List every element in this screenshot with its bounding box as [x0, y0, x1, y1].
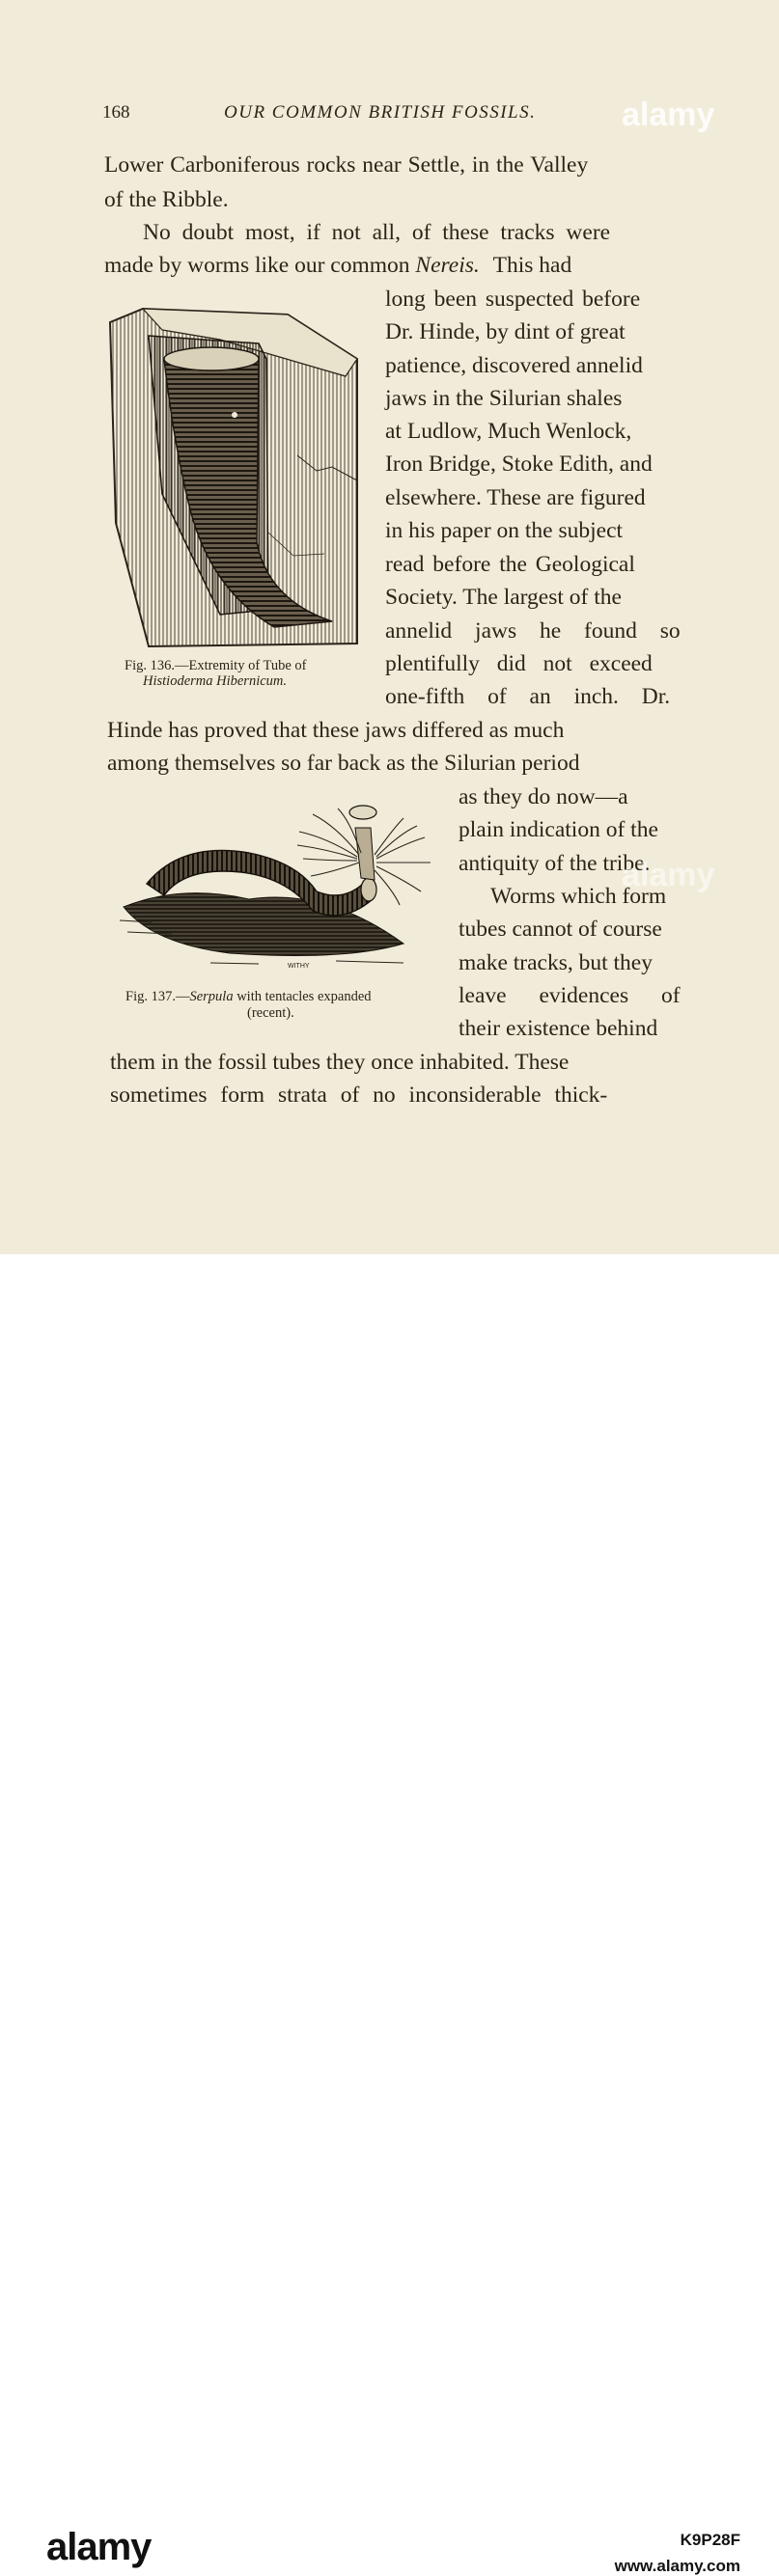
text-line: long been suspected before — [385, 287, 641, 312]
text-line: Hinde has proved that these jaws differed as much — [107, 718, 565, 743]
site-url: www.alamy.com — [614, 2557, 740, 2575]
text-line: as they do now—a — [459, 784, 628, 809]
text-line: plentifully did not exceed — [385, 651, 653, 676]
figure-136-caption-species: Histioderma Hibernicum. — [143, 673, 288, 689]
watermark-logo: alamy — [622, 96, 715, 133]
stock-footer — [0, 1254, 779, 2575]
text-line: sometimes form strata of no inconsiderable thick- — [110, 1082, 608, 1108]
text-line: annelid jaws he found so — [385, 618, 681, 644]
text-span: This had — [492, 253, 572, 278]
figure-136-caption: Fig. 136.—Extremity of Tube of — [125, 658, 307, 673]
figure-137-caption-note: (recent). — [247, 1005, 294, 1021]
page-number: 168 — [102, 102, 130, 123]
text-line: among themselves so far back as the Silurian period — [107, 751, 580, 776]
text-line: make tracks, but they — [459, 950, 653, 975]
text-line: one-fifth of an inch. Dr. — [385, 684, 671, 709]
text-line: their existence behind — [459, 1016, 658, 1041]
serpula-illustration — [114, 799, 436, 974]
engraver-signature: WITHY — [288, 963, 310, 970]
text-line: tubes cannot of course — [459, 917, 662, 942]
text-line: Lower Carboniferous rocks near Settle, in the Valley — [104, 152, 589, 178]
text-line: them in the fossil tubes they once inhabited. These — [110, 1050, 570, 1075]
running-title: OUR COMMON BRITISH FOSSILS. — [224, 102, 537, 123]
text-line: Iron Bridge, Stoke Edith, and — [385, 452, 653, 477]
text-line: jaws in the Silurian shales — [385, 386, 623, 411]
image-id: K9P28F — [680, 2531, 740, 2549]
fossil-tube-illustration — [104, 301, 365, 650]
caption-prefix: Fig. 137.— — [125, 989, 190, 1004]
text-line: elsewhere. These are figured — [385, 485, 646, 510]
text-line: in his paper on the subject — [385, 518, 624, 543]
text-line: patience, discovered annelid — [385, 353, 643, 378]
text-line: antiquity of the tribe. — [459, 851, 651, 876]
text-line: Society. The largest of the — [385, 585, 622, 610]
text-line: leave evidences of — [459, 983, 681, 1008]
text-line — [104, 255, 571, 278]
text-line: at Ludlow, Much Wenlock, — [385, 419, 632, 444]
text-line: read before the Geological — [385, 552, 635, 577]
italic-genus: Nereis. — [415, 253, 480, 278]
text-line: plain indication of the — [459, 817, 658, 842]
alamy-logo: alamy — [46, 2526, 152, 2568]
text-line: of the Ribble. — [104, 187, 229, 212]
figure-137-caption — [125, 990, 372, 1004]
book-page — [0, 0, 779, 1254]
text-line: No doubt most, if not all, of these tracks were — [143, 220, 611, 245]
text-span: made by worms like our common — [104, 253, 410, 278]
caption-rest: with tentacles expanded — [233, 989, 372, 1004]
text-line: Dr. Hinde, by dint of great — [385, 319, 626, 344]
watermark-logo: alamy — [622, 857, 715, 893]
caption-genus: Serpula — [189, 989, 234, 1004]
text-line: Worms which form — [490, 884, 667, 909]
